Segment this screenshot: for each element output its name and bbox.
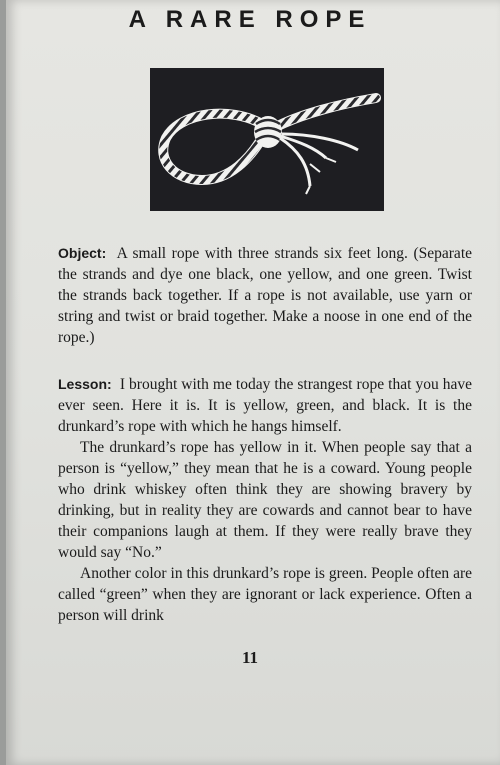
lesson-paragraph-2: The drunkard’s rope has yellow in it. When people say that a person is “yellow,” they mean that he is a coward. Young people who drink whiskey often think they are showing bravery by drinking, but in reality they are cowards and cannot bear to have their companions laugh at them. If they were really brave they would say “No.” bbox=[58, 439, 472, 561]
page-number: 11 bbox=[241, 648, 259, 667]
lesson-paragraph-1: I brought with me today the strangest rope that you have ever seen. Here it is. It is yellow, green, and black. It is the drunkard’s rope with which he hangs himself. bbox=[58, 376, 473, 435]
rope-noose-icon bbox=[150, 68, 384, 211]
object-text: A small rope with three strands six feet long. (Separate the strands and dye one black, one yellow, and one green. Twist the strands back together. If a rope is not available, use yarn or string and twist or braid together. Make a noose in one end of the rope.) bbox=[58, 245, 473, 346]
rope-illustration bbox=[150, 68, 384, 211]
lesson-paragraph-3: Another color in this drunkard’s rope is green. People often are called “green” when they are ignorant or lack experience. Often a person will drink bbox=[58, 565, 472, 624]
lesson-section bbox=[58, 374, 472, 626]
object-paragraph bbox=[58, 243, 472, 348]
page-title: A RARE ROPE bbox=[128, 6, 372, 33]
lesson-label: Lesson: bbox=[58, 376, 112, 392]
object-label: Object: bbox=[58, 245, 107, 261]
